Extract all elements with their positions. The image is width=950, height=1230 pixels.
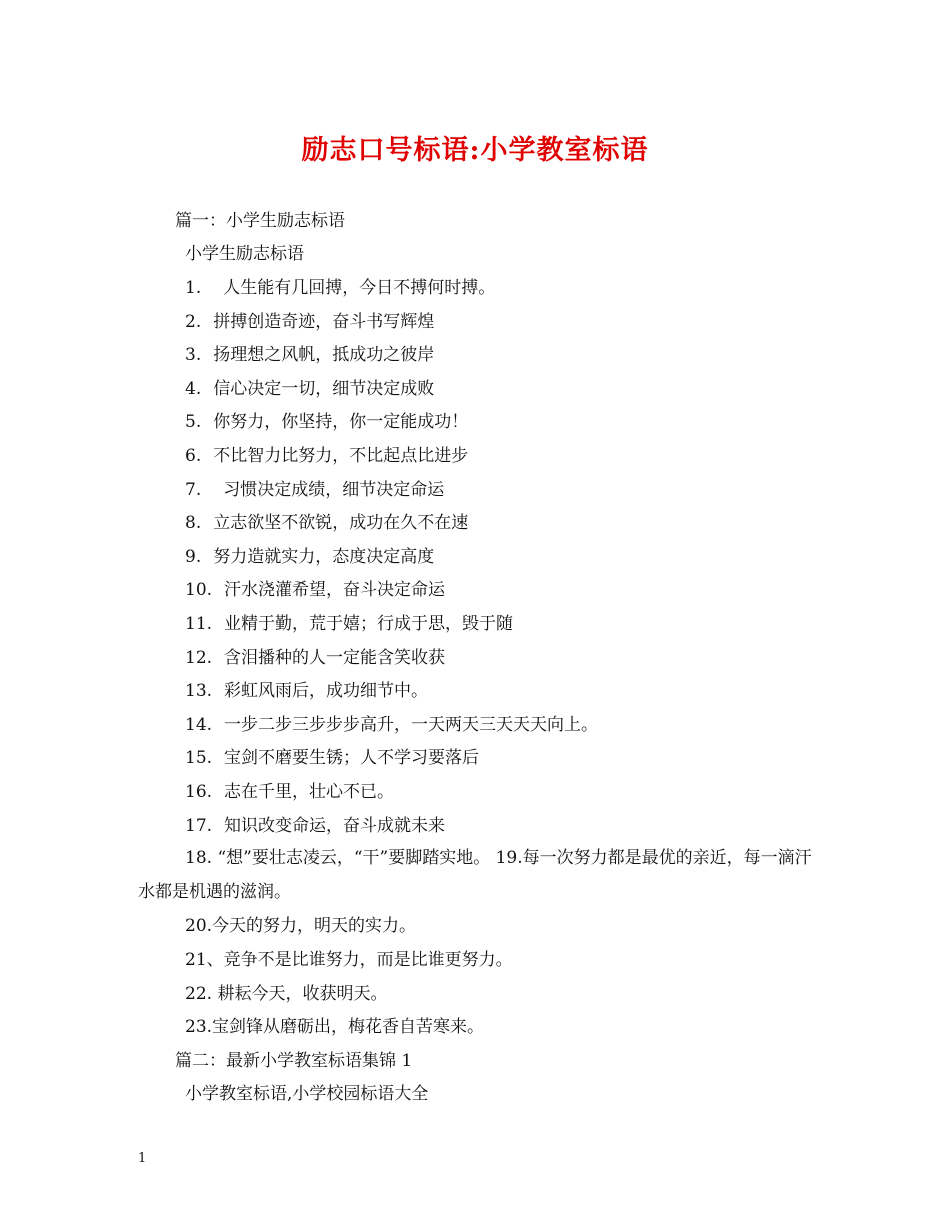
list-item-text: 习惯决定成绩，细节决定命运 xyxy=(223,479,445,500)
list-item-text: 拼搏创造奇迹，奋斗书写辉煌 xyxy=(213,311,435,332)
list-item-number: 9. xyxy=(185,546,202,567)
list-item xyxy=(185,713,598,737)
list-item xyxy=(185,410,468,434)
document-title: 励志口号标语:小学教室标语 xyxy=(301,135,649,166)
list-item-number: 6. xyxy=(185,446,202,466)
list-item-text: 业精于勤，荒于嬉；行成于思，毁于随 xyxy=(224,614,514,634)
list-item xyxy=(185,444,468,468)
list-item-text: 知识改变命运，奋斗成就未来 xyxy=(224,815,446,836)
list-item xyxy=(185,746,479,770)
list-item-text: 汗水浇灌希望，奋斗决定命运 xyxy=(224,580,446,601)
list-item-text: 一步二步三步步步高升，一天两天三天天天向上。 xyxy=(224,714,599,735)
list-item-text: 人生能有几回搏，今日不搏何时搏。 xyxy=(223,278,496,298)
list-item xyxy=(185,478,444,502)
list-item-number: 14. xyxy=(185,714,213,735)
list-item-number: 16. xyxy=(185,782,213,802)
list-item-text: 努力造就实力，态度决定高度 xyxy=(213,546,435,567)
list-item-text: 立志欲坚不欲锐，成功在久不在速 xyxy=(213,513,469,534)
list-item-text: 不比智力比努力，不比起点比进步 xyxy=(213,446,469,466)
list-item-number: 5. xyxy=(185,412,202,433)
list-item xyxy=(185,310,434,334)
list-item xyxy=(185,646,445,670)
section2-heading: 篇二：最新小学教室标语集锦 1 xyxy=(175,1051,413,1071)
list-item-text: 扬理想之风帆，抵成功之彼岸 xyxy=(213,345,435,366)
list-item xyxy=(185,545,434,569)
list-item xyxy=(185,343,434,367)
list-item-number: 10. xyxy=(185,580,213,601)
list-item xyxy=(185,679,428,703)
list-item-number: 8. xyxy=(185,513,202,534)
list-item-22: 22. 耕耘今天，收获明天。 xyxy=(185,984,388,1004)
list-item-number: 12. xyxy=(185,647,213,668)
list-item-text: 信心决定一切，细节决定成败 xyxy=(213,378,435,399)
list-item xyxy=(185,814,445,838)
list-item xyxy=(185,377,434,401)
list-item-number: 17. xyxy=(185,815,213,836)
list-item-number: 1. xyxy=(185,278,202,298)
list-item xyxy=(185,511,468,535)
list-item-text: 含泪播种的人一定能含笑收获 xyxy=(224,647,446,668)
list-item xyxy=(185,780,394,804)
list-item-number: 11. xyxy=(185,614,213,634)
list-item xyxy=(185,612,513,636)
list-item-number: 3. xyxy=(185,345,202,366)
page-number: 1 xyxy=(138,1151,147,1166)
list-item-number: 4. xyxy=(185,378,202,399)
list-item-text: 志在千里，壮心不已。 xyxy=(224,782,395,802)
list-item-number: 2. xyxy=(185,311,202,332)
list-item xyxy=(185,578,445,602)
list-item-number: 15. xyxy=(185,748,213,769)
list-item-23: 23.宝剑锋从磨砺出，梅花香自苦寒来。 xyxy=(185,1017,485,1037)
list-item-18-19: 18. “想”要壮志凌云，“干”要脚踏实地。 19.每一次努力都是最优的亲近，每一滴汗水都是机遇的滋润。 xyxy=(138,848,812,902)
list-item-20: 20.今天的努力，明天的实力。 xyxy=(185,916,417,936)
section1-subheading: 小学生励志标语 xyxy=(185,244,304,264)
list-item-text: 你努力，你坚持，你一定能成功！ xyxy=(213,412,469,433)
list-item-text: 彩虹风雨后，成功细节中。 xyxy=(224,681,429,702)
list-item-number: 7. xyxy=(185,479,202,500)
list-item xyxy=(185,276,495,300)
section1-heading: 篇一：小学生励志标语 xyxy=(175,211,345,231)
section2-subheading: 小学教室标语,小学校园标语大全 xyxy=(185,1084,429,1104)
list-item-number: 13. xyxy=(185,681,213,702)
list-item-21: 21、竞争不是比谁努力，而是比谁更努力。 xyxy=(185,950,513,970)
list-item-text: 宝剑不磨要生锈；人不学习要落后 xyxy=(224,748,480,769)
